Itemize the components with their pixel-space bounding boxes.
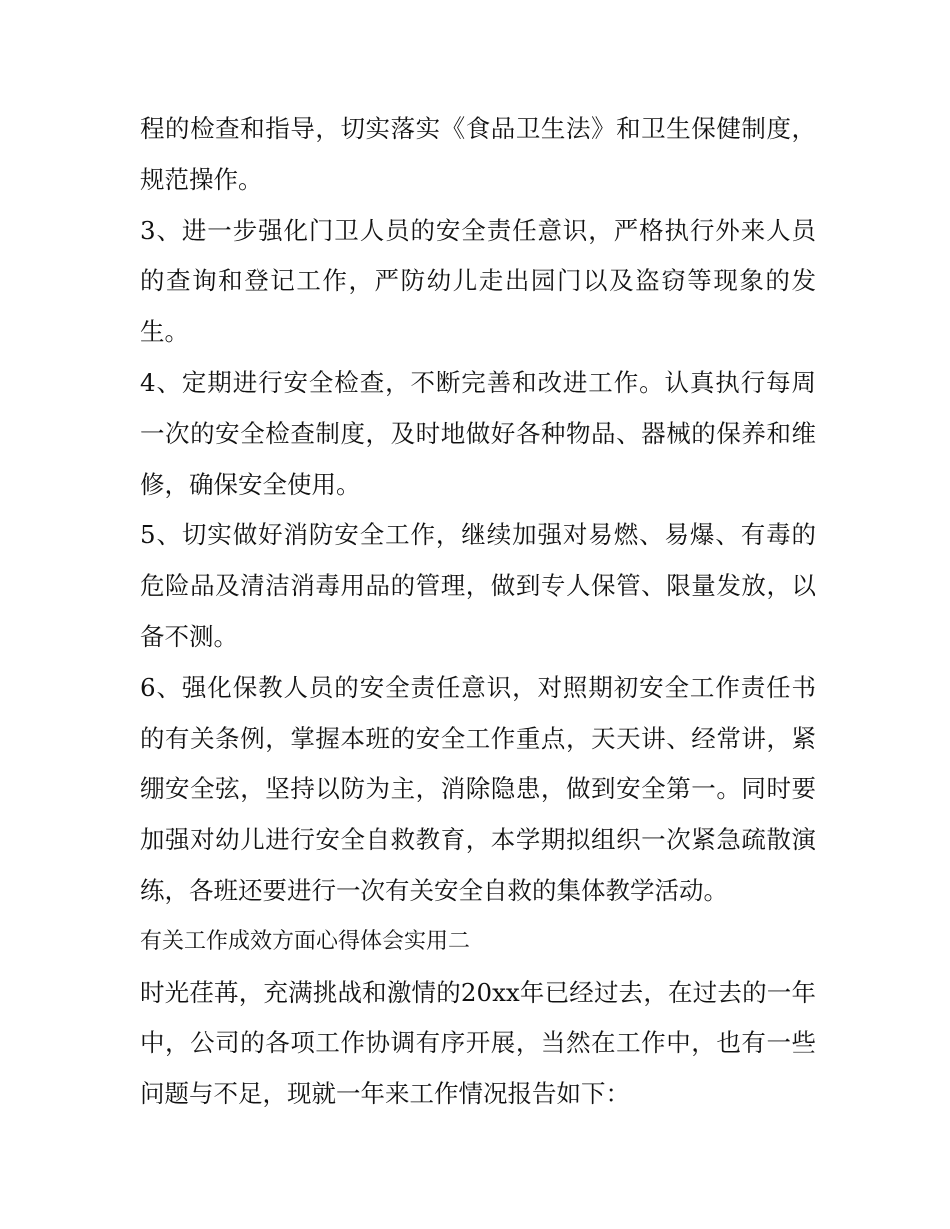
paragraph-item-6: 6、强化保教人员的安全责任意识，对照期初安全工作责任书的有关条例，掌握本班的安全工作重点，天天讲、经常讲，紧绷安全弦，坚持以防为主，消除隐患，做到安全第一。同时要加强对幼儿进行安全自救教育，本学期拟组织一次紧急疏散演练，各班还要进行一次有关安全自救的集体教学活动。 [140,672,816,905]
paragraph-item-5: 5、切实做好消防安全工作，继续加强对易燃、易爆、有毒的危险品及清洁消毒用品的管理，做到专人保管、限量发放，以备不测。 [140,520,816,651]
paragraph-item-3: 3、进一步强化门卫人员的安全责任意识，严格执行外来人员的查询和登记工作，严防幼儿走出园门以及盗窃等现象的发生。 [140,215,816,347]
section-title: 有关工作成效方面心得体会实用二 [140,928,471,954]
intro-paragraph: 时光荏苒，充满挑战和激情的20xx年已经过去，在过去的一年中，公司的各项工作协调有序开展，当然在工作中，也有一些问题与不足，现就一年来工作情况报告如下： [140,977,816,1109]
paragraph-item-4: 4、定期进行安全检查，不断完善和改进工作。认真执行每周一次的安全检查制度，及时地做好各种物品、器械的保养和维修，确保安全使用。 [140,367,816,499]
paragraph-continuation: 程的检查和指导，切实落实《食品卫生法》和卫生保健制度，规范操作。 [140,114,816,194]
document-body [140,104,816,1120]
